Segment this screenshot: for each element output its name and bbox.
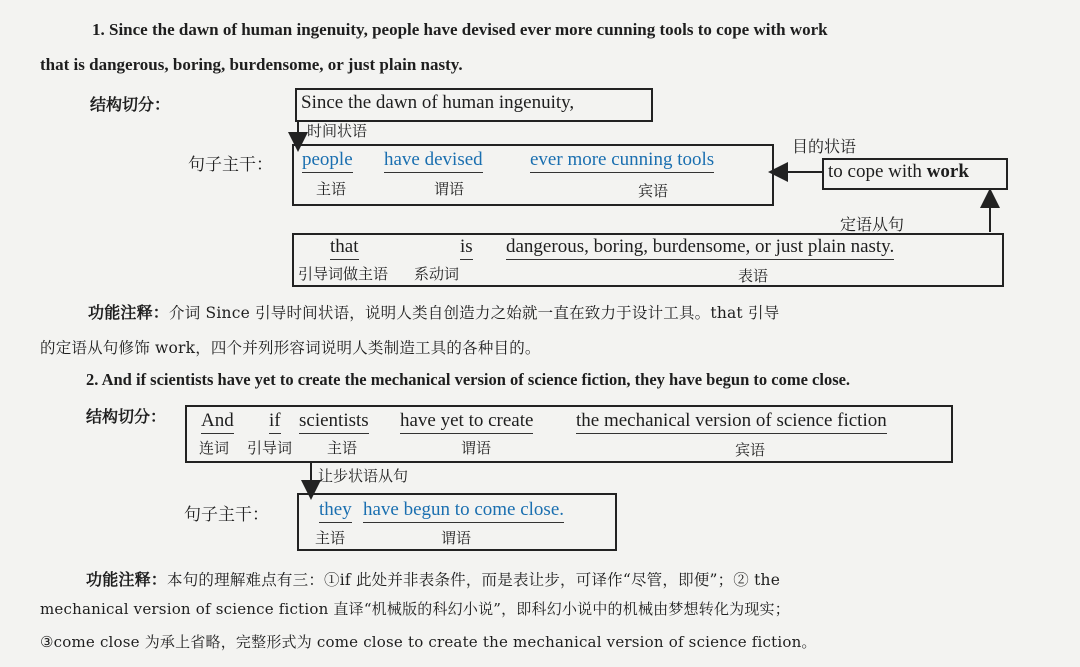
concessive-caption: 让步状语从句 bbox=[318, 467, 409, 485]
s1-verb: have devised bbox=[384, 149, 483, 173]
s2-if: if bbox=[269, 410, 281, 434]
attr-that-caption: 引导词做主语 bbox=[298, 265, 389, 283]
note-1-line-2: 的定语从句修饰 work，四个并列形容词说明人类制造工具的各种目的。 bbox=[40, 339, 541, 357]
s2-structure-box bbox=[185, 405, 953, 463]
s2-main-subj-caption: 主语 bbox=[315, 529, 346, 547]
s1-subject-caption: 主语 bbox=[316, 180, 347, 198]
structure-label-2: 结构切分： bbox=[86, 407, 167, 426]
attr-is: is bbox=[460, 236, 473, 260]
sentence-1-line-2: that is dangerous, boring, burdensome, or just plain nasty. bbox=[40, 55, 463, 74]
sentence-1-line-1: 1. Since the dawn of human ingenuity, people have devised ever more cunning tools to cope with work bbox=[92, 20, 828, 39]
attr-clause-box bbox=[292, 233, 1004, 287]
note-2-line-3: ③come close 为承上省略，完整形式为 come close to create the mechanical version of science fiction。 bbox=[40, 633, 817, 651]
attr-clause-label: 定语从句 bbox=[840, 215, 905, 234]
s2-verb: have yet to create bbox=[400, 410, 533, 434]
s2-obj-caption: 宾语 bbox=[735, 441, 766, 459]
purpose-box bbox=[822, 158, 1008, 190]
s2-and-caption: 连词 bbox=[199, 439, 230, 457]
attr-that: that bbox=[330, 236, 359, 260]
s2-if-caption: 引导词 bbox=[247, 439, 293, 457]
main-clause-box-2 bbox=[297, 493, 617, 551]
s1-subject: people bbox=[302, 149, 353, 173]
purpose-text: to cope with work bbox=[828, 161, 969, 182]
note-2-line-1: 功能注释：本句的理解难点有三：①if 此处并非表条件，而是表让步，可译作“尽管，即便”；② the bbox=[86, 570, 781, 589]
s2-sci-caption: 主语 bbox=[327, 439, 358, 457]
main-clause-label-1: 句子主干： bbox=[188, 155, 273, 175]
s1-object: ever more cunning tools bbox=[530, 149, 714, 173]
main-clause-box-1 bbox=[292, 144, 774, 206]
time-adverbial-text: Since the dawn of human ingenuity, bbox=[301, 92, 575, 113]
note-1-line-1: 功能注释：介词 Since 引导时间状语，说明人类自创造力之始就一直在致力于设计工具。that 引导 bbox=[88, 303, 780, 322]
s2-scientists: scientists bbox=[299, 410, 369, 434]
s2-object: the mechanical version of science fiction bbox=[576, 410, 887, 434]
time-adverbial-caption: 时间状语 bbox=[307, 122, 368, 140]
s2-verb-caption: 谓语 bbox=[461, 439, 492, 457]
sentence-2-line-1: 2. And if scientists have yet to create the mechanical version of science fiction, they have begun to come close. bbox=[86, 370, 851, 389]
structure-label-1: 结构切分： bbox=[90, 95, 171, 114]
time-adverbial-box bbox=[295, 88, 653, 122]
main-clause-label-2: 句子主干： bbox=[184, 505, 269, 525]
s2-main-verb-caption: 谓语 bbox=[441, 529, 472, 547]
s1-object-caption: 宾语 bbox=[638, 182, 669, 200]
purpose-label: 目的状语 bbox=[792, 137, 857, 156]
attr-pred-caption: 表语 bbox=[738, 267, 769, 285]
note-2-line-2: mechanical version of science fiction 直译“机械版的科幻小说”，即科幻小说中的机械由梦想转化为现实； bbox=[40, 600, 790, 618]
s2-and: And bbox=[201, 410, 234, 434]
s2-main-verb: have begun to come close. bbox=[363, 499, 564, 523]
attr-predicative: dangerous, boring, burdensome, or just plain nasty. bbox=[506, 236, 894, 260]
s2-main-subject: they bbox=[319, 499, 352, 523]
s1-verb-caption: 谓语 bbox=[434, 180, 465, 198]
attr-is-caption: 系动词 bbox=[414, 265, 460, 283]
